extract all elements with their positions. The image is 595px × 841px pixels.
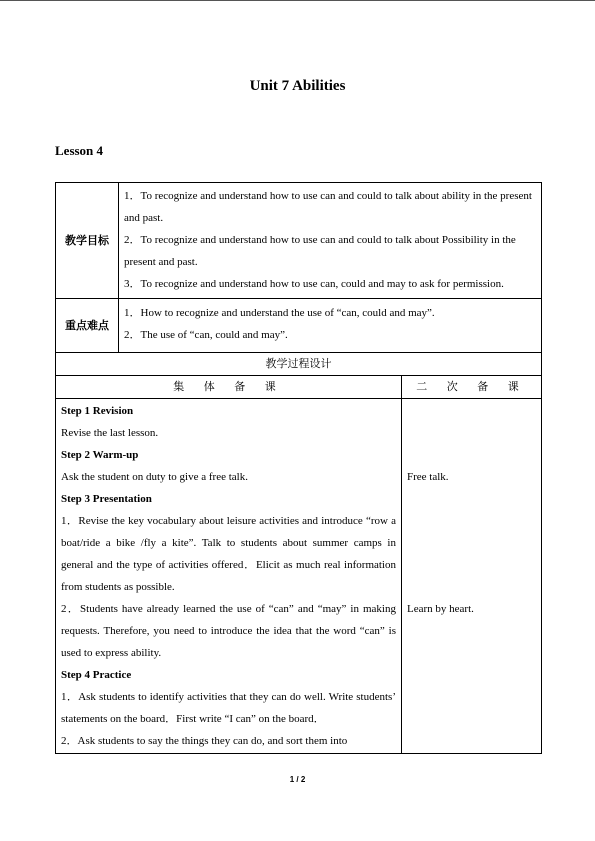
process-heading: 教学过程设计 [56, 353, 542, 376]
page-title: Unit 7 Abilities [249, 78, 346, 94]
step4-paragraph-2: 2．Ask students to say the things they can do, and sort them into [61, 735, 348, 747]
process-heading-row [56, 353, 542, 376]
objectives-row [56, 183, 542, 299]
step2-title: Step 2 Warm-up [61, 449, 139, 461]
secondary-prep-content [402, 399, 542, 754]
lesson-heading: Lesson 4 [55, 143, 104, 158]
key-points-row [56, 299, 542, 353]
step4-paragraph-1: 1．Ask students to identify activities that they can do well. Write students’ statements on the board．First write “I can” on the board． [61, 691, 396, 725]
step1-title: Step 1 Revision [61, 405, 134, 417]
objectives-label: 教学目标 [56, 183, 119, 299]
key-point-item-2: 2．The use of “can, could and may”. [124, 329, 288, 341]
process-columns-row [56, 376, 542, 399]
step2-text: Ask the student on duty to give a free talk. [61, 471, 248, 483]
step1-text: Revise the last lesson. [61, 427, 159, 439]
objective-item-1: 1．To recognize and understand how to use can and could to talk about ability in the present and past. [124, 190, 532, 224]
step3-paragraph-2: 2．Students have already learned the use of “can” and “may” in making requests. Therefore, you need to introduce the idea that the word “can” is used to express ability. [61, 603, 396, 659]
step4-title: Step 4 Practice [61, 669, 132, 681]
lesson-plan-table [55, 182, 542, 754]
key-points-label: 重点难点 [56, 299, 119, 353]
process-content-row [56, 399, 542, 754]
collective-prep-header: 集 体 备 课 [56, 376, 402, 399]
step3-title: Step 3 Presentation [61, 493, 152, 505]
objectives-content [119, 183, 542, 299]
header-rule [0, 0, 595, 1]
note-free-talk: Free talk. [407, 471, 449, 483]
step3-paragraph-1: 1．Revise the key vocabulary about leisure activities and introduce “row a boat/ride a bike /fly a kite”. Talk to students about summer camps in general and the type of activities offered．Elicit as much real information from students as possible. [61, 515, 396, 593]
secondary-prep-header: 二 次 备 课 [402, 376, 542, 399]
key-point-item-1: 1．How to recognize and understand the use of “can, could and may”. [124, 307, 435, 319]
note-learn-by-heart: Learn by heart. [407, 603, 474, 615]
objective-item-2: 2．To recognize and understand how to use can and could to talk about Possibility in the present and past. [124, 234, 516, 268]
collective-prep-content [56, 399, 402, 754]
page-number: 1 / 2 [289, 775, 306, 784]
key-points-content [119, 299, 542, 353]
objective-item-3: 3．To recognize and understand how to use can, could and may to ask for permission. [124, 278, 504, 290]
